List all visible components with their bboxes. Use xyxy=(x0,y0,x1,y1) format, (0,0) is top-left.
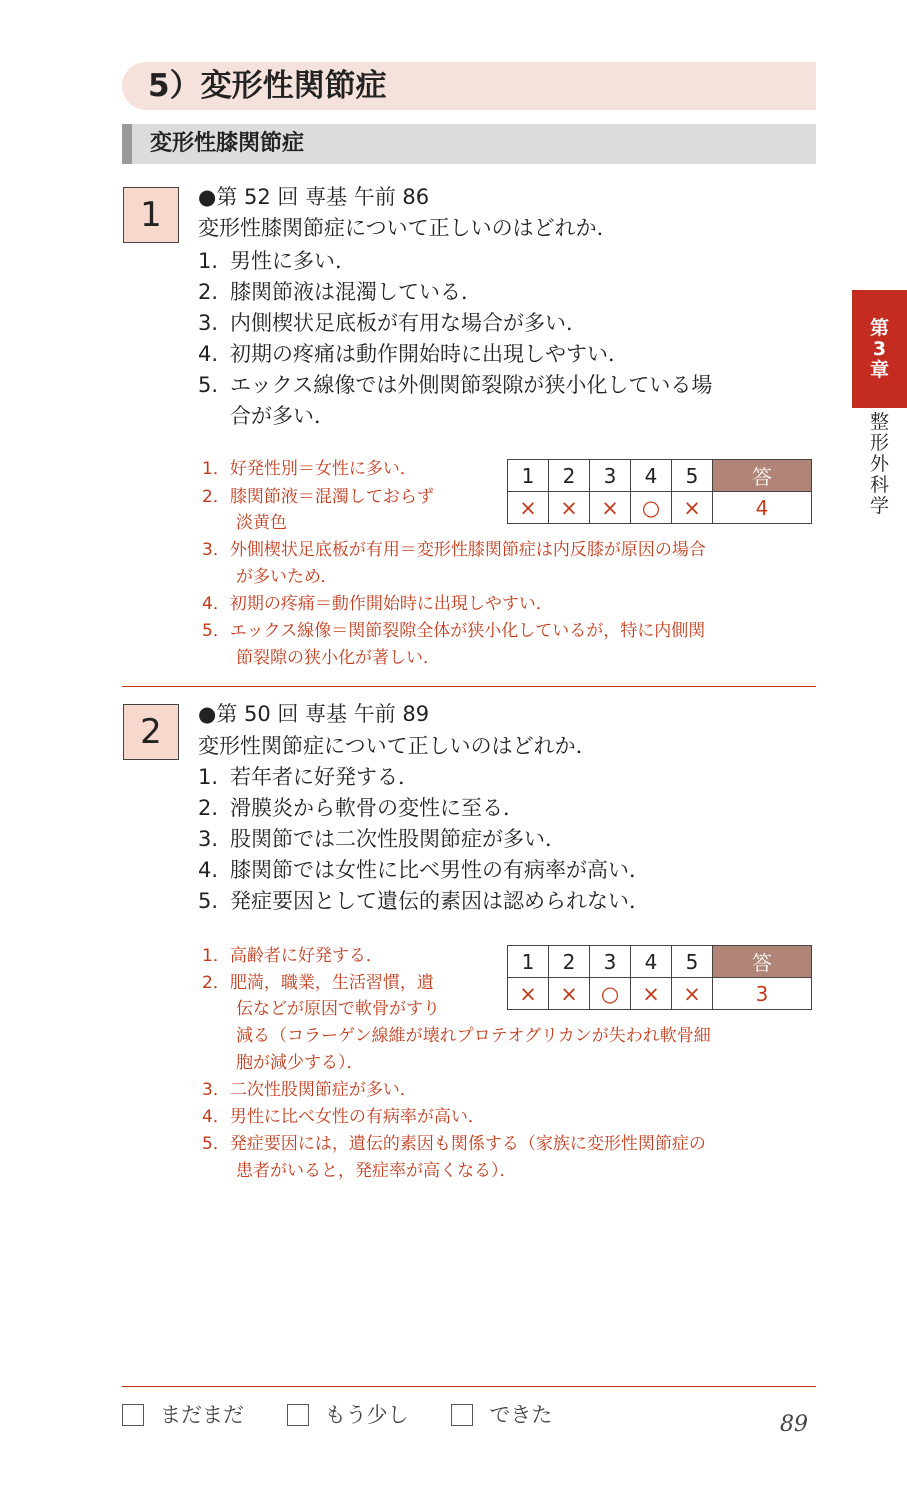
question-stem: 変形性関節症について正しいのはどれか． xyxy=(198,734,597,758)
answer-label-cell: 答 xyxy=(713,946,812,978)
option-text: エックス線像では外側関節裂隙が狭小化している場 xyxy=(230,373,713,397)
explanation-line: 2．肥満，職業，生活習慣，遺 xyxy=(202,973,434,993)
option-text: 男性に多い． xyxy=(230,249,356,273)
footer-divider xyxy=(122,1386,816,1387)
chapter-label-char: 科 xyxy=(869,474,889,496)
answer-mark-cell: × xyxy=(590,492,631,524)
explanation-line: 淡黄色 xyxy=(202,513,287,533)
checkbox-icon[interactable] xyxy=(287,1404,309,1426)
explanation-line: 4．初期の疼痛＝動作開始時に出現しやすい． xyxy=(202,594,553,614)
option-text: 膝関節では女性に比べ男性の有病率が高い． xyxy=(230,858,650,882)
option-item xyxy=(198,855,650,886)
explanation-line: 節裂隙の狭小化が著しい． xyxy=(202,648,440,668)
option-text: 膝関節液は混濁している． xyxy=(230,280,482,304)
question-divider xyxy=(122,686,816,687)
answer-header-cell: 4 xyxy=(631,460,672,492)
answer-label-cell: 答 xyxy=(713,460,812,492)
option-text: 初期の疼痛は動作開始時に出現しやすい． xyxy=(230,342,629,366)
answer-mark-cell: × xyxy=(549,978,590,1010)
progress-checklist xyxy=(122,1398,588,1432)
chapter-label-char: 整 xyxy=(869,411,889,433)
answer-header-cell: 3 xyxy=(590,460,631,492)
answer-header-cell: 5 xyxy=(672,460,713,492)
answer-header-cell: 2 xyxy=(549,946,590,978)
option-item xyxy=(198,370,712,401)
answer-table xyxy=(507,459,812,524)
explanation-line: 5．エックス線像＝関節裂隙全体が狭小化しているが，特に内側関 xyxy=(202,621,706,641)
chapter-char: 第 xyxy=(869,317,889,339)
option-item xyxy=(198,246,356,277)
option-number: 5. xyxy=(198,889,219,913)
question-meta: ●第 50 回 専基 午前 89 xyxy=(198,702,430,726)
question-meta: ●第 52 回 専基 午前 86 xyxy=(198,185,430,209)
answer-header-cell: 2 xyxy=(549,460,590,492)
answer-mark-cell: × xyxy=(508,492,549,524)
checkbox-icon[interactable] xyxy=(451,1404,473,1426)
chapter-label-char: 形 xyxy=(869,432,889,454)
option-number: 4. xyxy=(198,858,219,882)
explanation-line: 減る（コラーゲン線維が壊れプロテオグリカンが失われ軟骨細 xyxy=(202,1026,711,1046)
option-item xyxy=(198,886,650,917)
question-number-box: 2 xyxy=(123,704,179,760)
check-not-yet[interactable] xyxy=(122,1398,244,1432)
answer-value-cell: 3 xyxy=(713,978,812,1010)
explanation-line: 伝などが原因で軟骨がすり xyxy=(202,999,440,1019)
question-stem: 変形性膝関節症について正しいのはどれか． xyxy=(198,216,618,240)
subsection-title: 変形性膝関節症 xyxy=(150,131,305,156)
option-number: 1. xyxy=(198,249,219,273)
option-number: 3. xyxy=(198,827,219,851)
option-number: 3. xyxy=(198,311,219,335)
answer-mark-cell: × xyxy=(549,492,590,524)
option-item xyxy=(198,308,587,339)
explanation-line: 4．男性に比べ女性の有病率が高い． xyxy=(202,1107,485,1127)
explanation-line: 5．発症要因には，遺伝的素因も関係する（家族に変形性関節症の xyxy=(202,1134,706,1154)
answer-mark-cell: × xyxy=(631,978,672,1010)
explanation-line: 胞が減少する）． xyxy=(202,1053,364,1073)
question-number-box: 1 xyxy=(123,187,179,243)
answer-value-cell: 4 xyxy=(713,492,812,524)
check-done[interactable] xyxy=(451,1398,552,1432)
answer-header-cell: 1 xyxy=(508,946,549,978)
page-number: 89 xyxy=(780,1412,808,1437)
explanation-line: 1．好発性別＝女性に多い． xyxy=(202,459,417,479)
option-text: 股関節では二次性股関節症が多い． xyxy=(230,827,566,851)
chapter-char: 章 xyxy=(869,359,889,381)
answer-mark-cell: × xyxy=(508,978,549,1010)
explanation-line: 2．膝関節液＝混濁しておらず xyxy=(202,487,434,507)
check-label: もう少し xyxy=(324,1403,409,1427)
answer-mark-cell: × xyxy=(672,978,713,1010)
chapter-tab xyxy=(852,290,907,408)
answer-header-cell: 3 xyxy=(590,946,631,978)
option-item xyxy=(198,339,629,370)
chapter-char: 3 xyxy=(872,338,887,360)
explanation-line: 患者がいると，発症率が高くなる）． xyxy=(202,1161,517,1181)
check-almost[interactable] xyxy=(287,1398,409,1432)
checkbox-icon[interactable] xyxy=(122,1404,144,1426)
option-number: 1. xyxy=(198,765,219,789)
option-item xyxy=(198,793,524,824)
section-title: 5）変形性関節症 xyxy=(148,68,387,104)
answer-table xyxy=(507,945,812,1010)
chapter-label-char: 外 xyxy=(869,453,889,475)
chapter-label-char: 学 xyxy=(869,495,889,517)
option-text: 若年者に好発する． xyxy=(230,765,419,789)
option-text: 内側楔状足底板が有用な場合が多い． xyxy=(230,311,587,335)
explanation-line: 3．外側楔状足底板が有用＝変形性膝関節症は内反膝が原因の場合 xyxy=(202,540,706,560)
chapter-label xyxy=(852,412,907,517)
option-number: 2. xyxy=(198,280,219,304)
option-continuation: 合が多い． xyxy=(230,404,335,428)
check-label: まだまだ xyxy=(160,1403,244,1427)
option-number: 5. xyxy=(198,373,219,397)
answer-mark-cell: ○ xyxy=(590,978,631,1010)
option-item xyxy=(198,824,566,855)
option-text: 滑膜炎から軟骨の変性に至る． xyxy=(230,796,524,820)
subsection-bar-accent xyxy=(122,124,132,164)
answer-mark-cell: × xyxy=(672,492,713,524)
option-text: 発症要因として遺伝的素因は認められない． xyxy=(230,889,650,913)
answer-header-cell: 5 xyxy=(672,946,713,978)
answer-header-cell: 1 xyxy=(508,460,549,492)
option-item xyxy=(198,277,482,308)
explanation-line: 1．高齢者に好発する． xyxy=(202,946,383,966)
option-number: 2. xyxy=(198,796,219,820)
option-item xyxy=(198,762,419,793)
answer-mark-cell: ○ xyxy=(631,492,672,524)
answer-header-cell: 4 xyxy=(631,946,672,978)
explanation-line: が多いため． xyxy=(202,567,338,587)
explanation-line: 3．二次性股関節症が多い． xyxy=(202,1080,417,1100)
option-number: 4. xyxy=(198,342,219,366)
check-label: できた xyxy=(489,1403,553,1427)
